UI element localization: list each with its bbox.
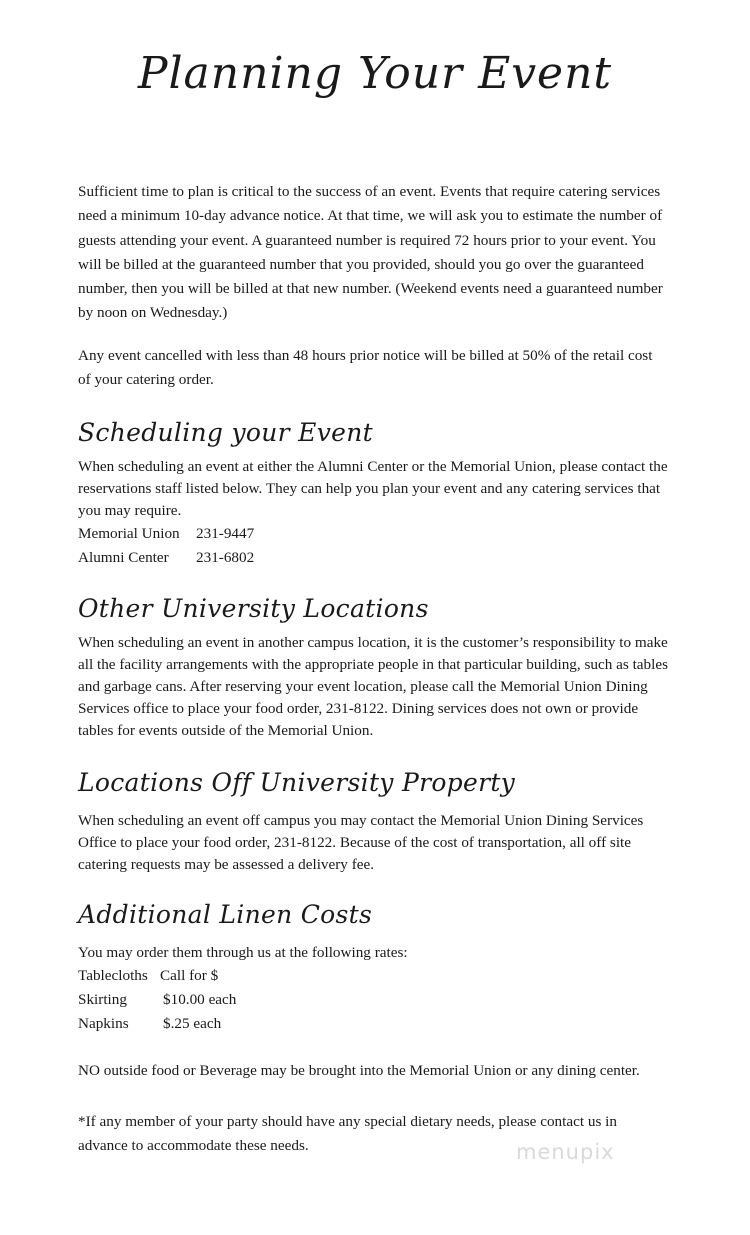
rate-price: $10.00 each [163,991,237,1008]
scheduling-section [78,456,668,570]
contact-phone: 231-9447 [196,525,255,542]
rate-item: Napkins [78,1015,129,1032]
dietary-notice: *If any member of your party should have any special dietary needs, please contact us in advance to accommodate these needs. [78,1113,617,1154]
rate-price: Call for $ [160,967,219,984]
contact-row [78,522,668,546]
rate-price: $.25 each [163,1015,222,1032]
page-title: Planning Your Event [137,48,613,99]
linen-intro: You may order them through us at the following rates: [78,944,408,961]
rate-item: Skirting [78,991,127,1008]
outside-food-notice: NO outside food or Beverage may be brought into the Memorial Union or any dining center. [78,1062,640,1079]
linen-section [78,942,668,1036]
contact-name: Alumni Center [78,549,169,566]
cancellation-paragraph: Any event cancelled with less than 48 hours prior notice will be billed at 50% of the retail cost of your catering order. [78,347,653,389]
linen-heading: Additional Linen Costs [78,900,373,929]
scheduling-heading: Scheduling your Event [78,418,373,447]
contact-phone: 231-6802 [196,549,255,566]
rate-row [78,964,668,988]
contact-name: Memorial Union [78,525,180,542]
other-locations-text: When scheduling an event in another campus location, it is the customer’s responsibility to make all the facility arrangements with the appropriate people in that particular building, such as tables and garbage cans. After reserving your event location, please call the Memorial Union Dining Services office to place your food order, 231-8122. Dining services does not own or provide tables for events outside of the Memorial Union. [78,634,669,739]
rate-row [78,988,668,1012]
scheduling-text: When scheduling an event at either the Alumni Center or the Memorial Union, please contact the reservations staff listed below. They can help you plan your event and any catering services that you may require. [78,458,668,519]
intro-paragraph: Sufficient time to plan is critical to the success of an event. Events that require catering services need a minimum 10-day advance notice. At that time, we will ask you to estimate the number of guests attending your event. A guaranteed number is required 72 hours prior to your event. You will be billed at the guaranteed number that you provided, should you go over the guaranteed number, then you will be billed at that new number. (Weekend events need a guaranteed number by noon on Wednesday.) [78,183,663,322]
rate-row [78,1012,668,1036]
off-property-heading: Locations Off University Property [78,768,516,797]
rate-item: Tablecloths [78,967,148,984]
other-locations-heading: Other University Locations [78,594,429,623]
contact-row [78,546,668,570]
watermark: menupix [516,1140,615,1164]
off-property-text: When scheduling an event off campus you may contact the Memorial Union Dining Services Office to place your food order, 231-8122. Because of the cost of transportation, all off site catering requests may be assessed a delivery fee. [78,812,644,873]
